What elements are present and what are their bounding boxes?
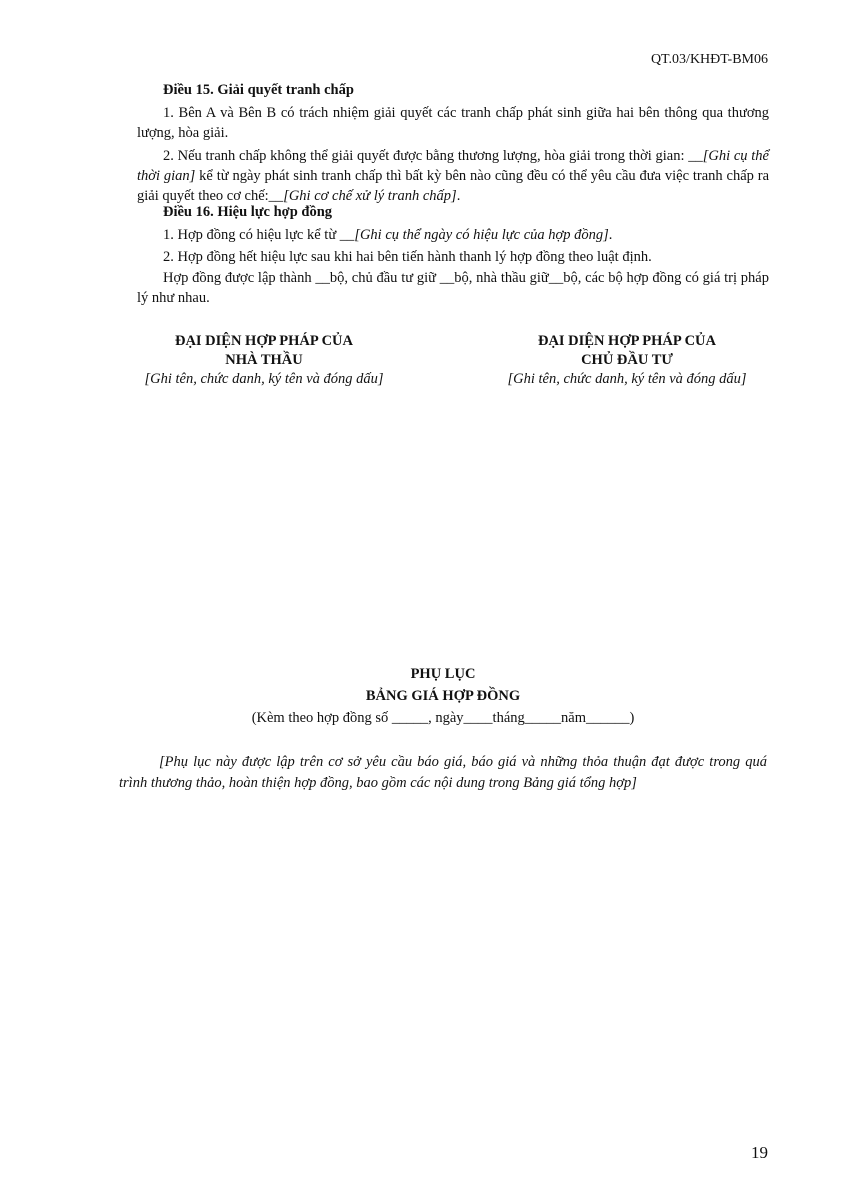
owner-signature-block (476, 332, 778, 389)
article-15-p2-placeholder-mechanism: [Ghi cơ chế xử lý tranh chấp] (283, 188, 457, 204)
page-number: 19 (751, 1143, 768, 1162)
appendix-title: PHỤ LỤC (410, 666, 476, 682)
article-16-p1-text-c: . (608, 227, 613, 243)
document-code: QT.03/KHĐT-BM06 (650, 52, 768, 67)
article-15-paragraph-1: 1. Bên A và Bên B có trách nhiệm giải quyết các tranh chấp phát sinh giữa hai bên thông qua thương lượng, hòa giải. (137, 105, 769, 141)
contractor-signature-note: [Ghi tên, chức danh, ký tên và đóng dấu] (144, 371, 384, 387)
article-15-p2-text-e: . (456, 188, 461, 204)
article-15-paragraph-2 (137, 146, 769, 206)
appendix-note: [Phụ lục này được lập trên cơ sở yêu cầu báo giá, báo giá và những thỏa thuận đạt được trong quá trình thương thảo, hoàn thiện hợp đồng, bao gồm các nội dung trong Bảng giá tổng hợp] (119, 754, 767, 791)
contractor-signature-line-1: ĐẠI DIỆN HỢP PHÁP CỦA (174, 333, 354, 349)
article-16-paragraph-3: Hợp đồng được lập thành __bộ, chủ đầu tư giữ __bộ, nhà thầu giữ__bộ, các bộ hợp đồng có giá trị pháp lý như nhau. (137, 270, 769, 306)
contractor-signature-block (128, 332, 400, 389)
contractor-signature-line-2: NHÀ THẦU (225, 352, 303, 368)
article-16-p1-placeholder-date: [Ghi cụ thể ngày có hiệu lực của hợp đồng] (354, 227, 609, 243)
article-16-title: Điều 16. Hiệu lực hợp đồng (163, 204, 333, 220)
article-15-p2-text-c: kể từ ngày phát sinh tranh chấp thì bất kỳ bên nào cũng đều có thể yêu cầu đưa việc tranh chấp ra giải quyết theo cơ chế:__ (137, 168, 770, 204)
article-16-p1-text-a: 1. Hợp đồng có hiệu lực kể từ __ (163, 227, 355, 243)
article-16-paragraph-1 (137, 225, 769, 245)
article-15-title: Điều 15. Giải quyết tranh chấp (163, 82, 354, 98)
owner-signature-note: [Ghi tên, chức danh, ký tên và đóng dấu] (507, 371, 747, 387)
owner-signature-line-1: ĐẠI DIỆN HỢP PHÁP CỦA (537, 333, 717, 349)
article-15-p2-text-a: 2. Nếu tranh chấp không thể giải quyết được bằng thương lượng, hòa giải trong thời gian: __ (163, 148, 703, 164)
owner-signature-line-2: CHỦ ĐẦU TƯ (581, 352, 673, 368)
appendix-attachment-line: (Kèm theo hợp đồng số _____, ngày____tháng_____năm______) (251, 710, 635, 726)
article-15-p2-placeholder-time: [Ghi cụ thể thời gian] (137, 148, 769, 184)
appendix-subtitle: BẢNG GIÁ HỢP ĐỒNG (365, 688, 521, 704)
article-16-paragraph-2: 2. Hợp đồng hết hiệu lực sau khi hai bên tiến hành thanh lý hợp đồng theo luật định. (163, 249, 652, 265)
